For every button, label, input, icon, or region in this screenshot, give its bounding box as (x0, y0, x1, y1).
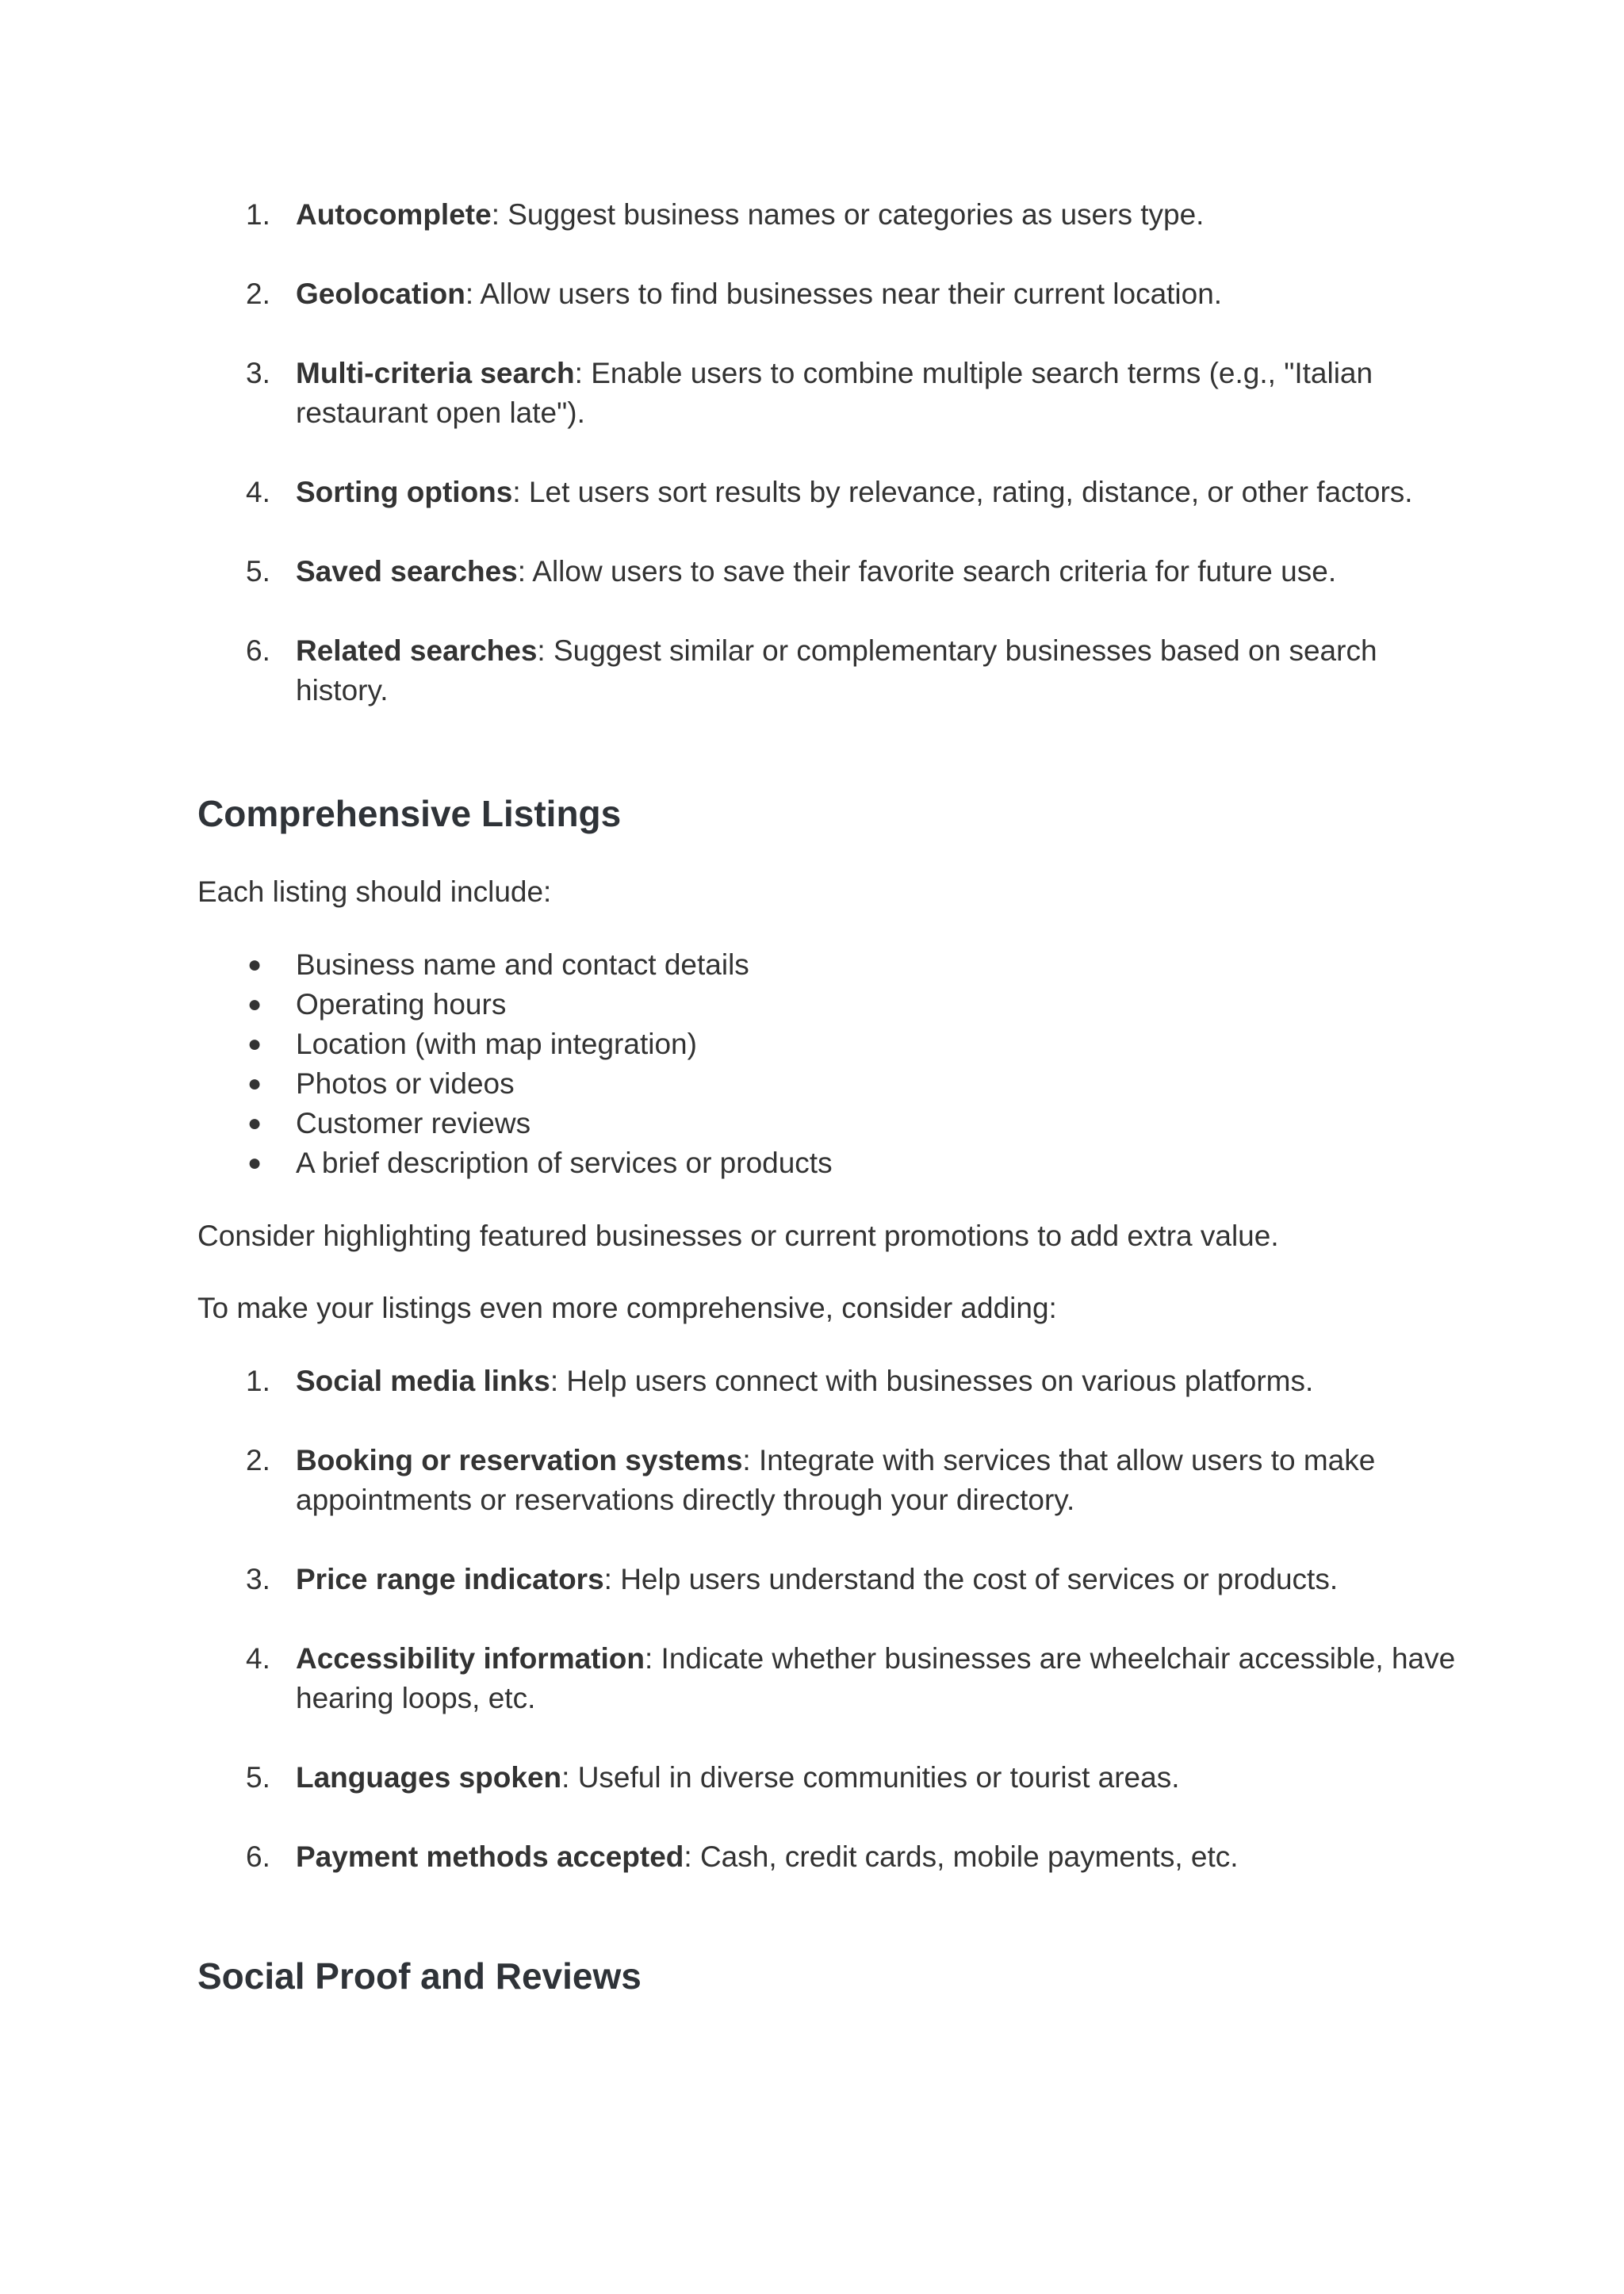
list-number: 6. (246, 1840, 270, 1873)
bullet-text: Business name and contact details (296, 948, 749, 981)
item-description: : Indicate whether businesses are wheelchair accessible, have (645, 1642, 1456, 1675)
list-item-line (296, 1837, 1239, 1877)
list-item-line (296, 1639, 1455, 1679)
bullet-icon: ● (247, 952, 262, 978)
bullet-icon: ● (247, 1070, 262, 1097)
list-number: 5. (246, 1761, 270, 1794)
list-number: 4. (246, 1642, 270, 1675)
item-description: : Integrate with services that allow users to make (742, 1444, 1376, 1476)
item-description: : Useful in diverse communities or tourist areas. (561, 1761, 1180, 1794)
list-item-line (296, 195, 1204, 235)
bullet-icon: ● (247, 991, 262, 1017)
list-number: 5. (246, 555, 270, 588)
item-description-continued: hearing loops, etc. (296, 1682, 536, 1714)
bullet-icon: ● (247, 1150, 262, 1176)
item-description: : Cash, credit cards, mobile payments, etc. (684, 1840, 1239, 1873)
item-term: Related searches (296, 634, 538, 667)
list-item-line (296, 631, 1377, 671)
bullet-text: Customer reviews (296, 1107, 531, 1139)
paragraph: Consider highlighting featured businesses or current promotions to add extra value. (197, 1220, 1279, 1252)
item-term: Sorting options (296, 476, 513, 508)
item-description: : Help users understand the cost of services or products. (603, 1563, 1339, 1595)
list-item-line (296, 1758, 1180, 1798)
bullet-icon: ● (247, 1031, 262, 1057)
list-number: 3. (246, 357, 270, 389)
section-heading: Social Proof and Reviews (197, 1955, 642, 1997)
list-number: 3. (246, 1563, 270, 1595)
item-term: Autocomplete (296, 198, 492, 231)
item-term: Languages spoken (296, 1761, 562, 1794)
paragraph: Each listing should include: (197, 875, 552, 908)
list-item-line (296, 354, 1373, 393)
bullet-text: A brief description of services or products (296, 1147, 833, 1179)
list-number: 2. (246, 278, 270, 310)
item-description: : Help users connect with businesses on various platforms. (550, 1365, 1314, 1397)
bullet-text: Photos or videos (296, 1067, 515, 1100)
list-item-line (296, 274, 1222, 314)
item-description: : Suggest similar or complementary businesses based on search (537, 634, 1377, 667)
item-term: Accessibility information (296, 1642, 645, 1675)
section-heading: Comprehensive Listings (197, 793, 622, 834)
item-description: : Suggest business names or categories as users type. (491, 198, 1205, 231)
item-term: Booking or reservation systems (296, 1444, 743, 1476)
list-number: 6. (246, 634, 270, 667)
item-term: Price range indicators (296, 1563, 604, 1595)
list-number: 4. (246, 476, 270, 508)
list-item-line (296, 1361, 1313, 1401)
list-item-line (296, 1441, 1375, 1480)
bullet-icon: ● (247, 1110, 262, 1136)
item-description: : Enable users to combine multiple search terms (e.g., "Italian (574, 357, 1373, 389)
bullet-text: Location (with map integration) (296, 1028, 697, 1060)
item-description: : Let users sort results by relevance, rating, distance, or other factors. (512, 476, 1413, 508)
item-description: : Allow users to find businesses near their current location. (465, 278, 1223, 310)
item-description-continued: appointments or reservations directly through your directory. (296, 1484, 1075, 1516)
bullet-text: Operating hours (296, 988, 507, 1021)
item-term: Saved searches (296, 555, 518, 588)
item-term: Geolocation (296, 278, 465, 310)
list-number: 1. (246, 198, 270, 231)
paragraph: To make your listings even more comprehensive, consider adding: (197, 1292, 1057, 1324)
list-item-line (296, 1560, 1338, 1599)
item-description: : Allow users to save their favorite search criteria for future use. (517, 555, 1337, 588)
item-description-continued: restaurant open late"). (296, 396, 585, 429)
item-term: Payment methods accepted (296, 1840, 684, 1873)
list-number: 2. (246, 1444, 270, 1476)
list-item-line (296, 473, 1413, 512)
item-term: Multi-criteria search (296, 357, 575, 389)
item-description-continued: history. (296, 674, 389, 707)
list-number: 1. (246, 1365, 270, 1397)
list-item-line (296, 552, 1336, 592)
item-term: Social media links (296, 1365, 550, 1397)
